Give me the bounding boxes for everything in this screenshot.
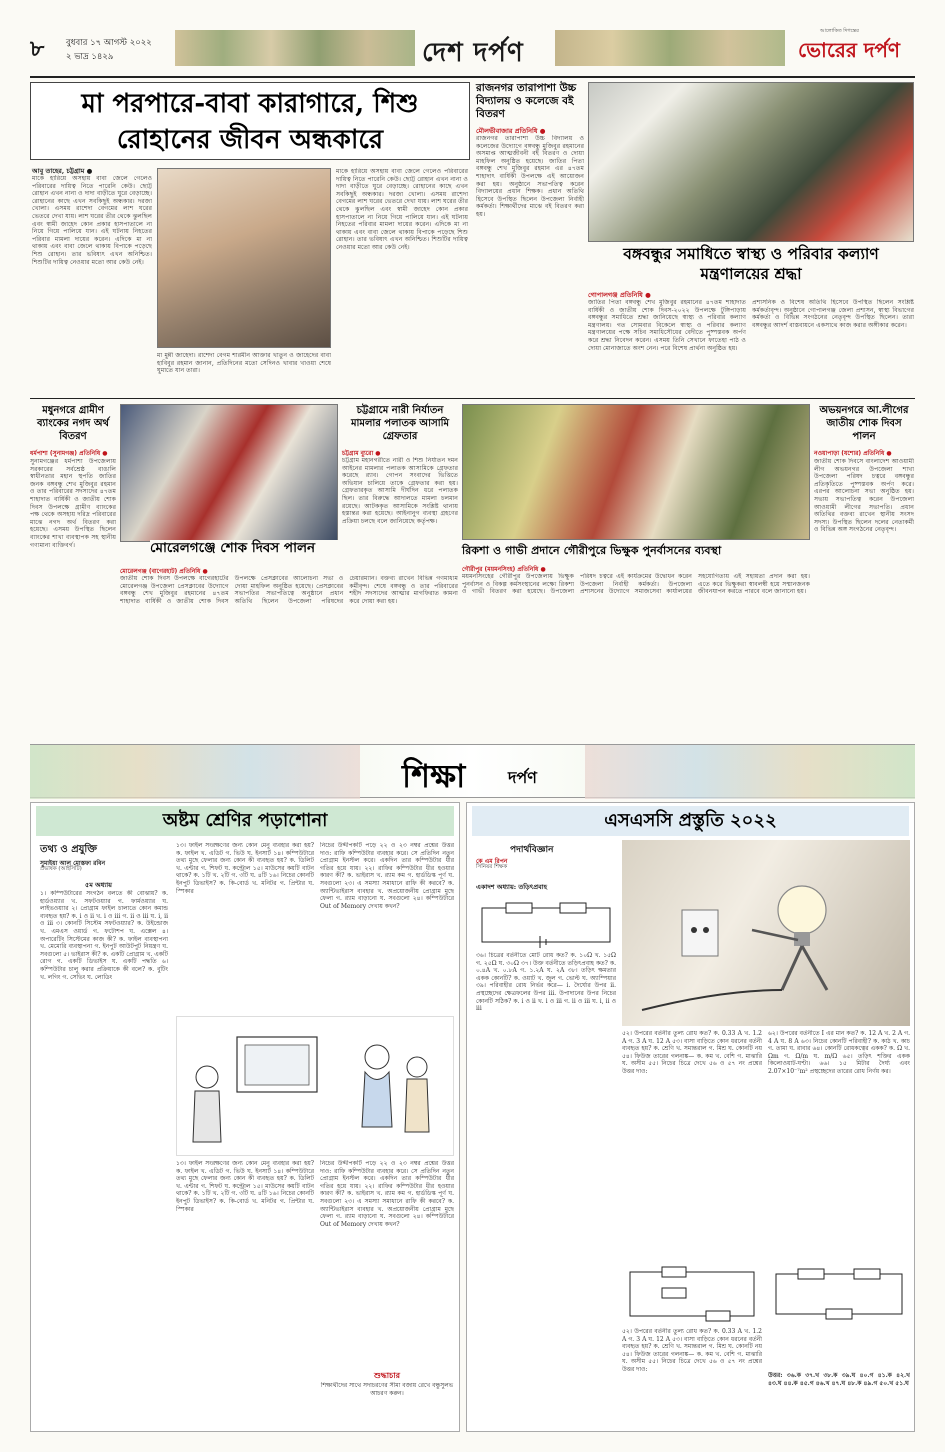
banner-kids-right bbox=[585, 745, 915, 799]
banner-subtitle: দর্পণ bbox=[508, 768, 537, 787]
section-divider-1 bbox=[30, 398, 915, 399]
class8-headline: অষ্টম শ্রেণির পড়াশোনা bbox=[162, 810, 328, 831]
ovoynagar-headline: অভয়নগরে আ.লীগের জাতীয় শোক দিবস পালন bbox=[819, 405, 909, 442]
class8-headline-bar bbox=[36, 806, 454, 836]
rajnagar-body: রাজনগর তারাপাশা উচ্চ বিদ্যালয় ও কলেজের উদ্যোগে বঙ্গবন্ধু মুজিবুর রহমানের অসমাপ্ত আত্মজীবনী বই বিতরণ ও দোয়া মাহফিল অনুষ্ঠিত হয়েছে। জাতির পিতা বঙ্গবন্ধু শেখ মুজিবুর রহমান এর ৪৭তম শাহাদাৎ বার্ষিকী উপলক্ষে এই আয়োজন করা হয়। অনুষ্ঠানে সভাপতিত্ব করেন বিদ্যালয়ের প্রধান শিক্ষক। প্রধান অতিথি হিসেবে উপস্থিত ছিলেন উপজেলা নির্বাহী কর্মকর্তা। শিক্ষার্থীদের মাঝে বই বিতরণ করা হয়। bbox=[476, 135, 584, 218]
classroom-sketch-icon bbox=[177, 1017, 455, 1157]
banner-kids-left bbox=[30, 745, 360, 799]
class8-illustration bbox=[176, 1016, 454, 1156]
lightbulb-robot-icon bbox=[622, 840, 910, 1026]
class8-questions-col3: নিচের উদ্দীপকটি পড়ে ২২ ও ২৩ নম্বর প্রশ্নের উত্তর দাও: রাফি কম্পিউটার ব্যবহার করে। সে প্রতিদিন নতুন প্রোগ্রাম ইনস্টল করে। একদিন তার কম্পিউটার ধীর গতির হয়ে যায়। ২২। রাফির কম্পিউটার ধীর হওয়ার কারণ কী? ক. ভাইরাস খ. র‍্যাম কম গ. হার্ডডিস্ক পূর্ণ ঘ. সবগুলো ২৩। এ সমস্যা সমাধানে রাফি কী করবে? ক. অ্যান্টিভাইরাস ব্যবহার খ. অপ্রয়োজনীয় প্রোগ্রাম মুছে ফেলা গ. র‍্যাম বাড়ানো ঘ. সবগুলো ২৪। কম্পিউটারে Out of Memory দেখায় কখন? bbox=[320, 842, 454, 910]
circuit-diagram-icon bbox=[622, 1264, 762, 1324]
morrelganj-headline: মোরেলগঞ্জে শোক দিবস পালন bbox=[150, 540, 338, 557]
date-line-1: বুধবার ১৭ আগস্ট ২০২২ bbox=[66, 38, 152, 48]
chattogram-body: চট্টগ্রাম মহানগরীতে নারী ও শিশু নির্যাতন দমন আইনের মামলার পলাতক আসামিকে গ্রেফতার করেছে র‍্যাব। গোপন সংবাদের ভিত্তিতে অভিযান চালিয়ে তাকে গ্রেফতার করা হয়। গ্রেফতারকৃত আসামি দীর্ঘদিন ধরে পলাতক ছিল। তার বিরুদ্ধে আদালতে মামলা চলমান রয়েছে। আটককৃত আসামিকে সংশ্লিষ্ট থানায় হস্তান্তর করা হয়েছে। আইনানুগ ব্যবস্থা গ্রহণের প্রক্রিয়া চলছে বলে জানিয়েছে কর্তৃপক্ষ। bbox=[342, 457, 458, 525]
ssc-circuit-3 bbox=[768, 1264, 910, 1324]
ssc-circuit-2 bbox=[622, 1264, 762, 1324]
gouripur-photo bbox=[462, 404, 810, 540]
banner-title: শিক্ষা bbox=[402, 757, 466, 795]
lead-body-col2: মাকে হারিয়ে অসহায় বাবা জেলে গেলেও পরিবারের দায়িত্ব নিতে পারেনি কেউ। ছোট্ট রোহান এখন নানা ও দাদা বাড়ীতে ঘুরে বেড়াচ্ছে। রোহানের কাছে এখন সবকিছুই অন্ধকার। দরজা খোলা। এসময় রাশেদা বেগমের লাশ ঘরের ভেতরে দেখা যায়। লাশ ঘরের তীর থেকে ঝুলছিল এবং স্বামী জাহেদ কোন প্রকার হাসপাতালে না নিয়ে গিয়ে পালিয়ে যান। এই ঘটনায় নিহতের পরিবার মামলা দায়ের করেন। এদিকে মা না থাকায় এবং বাবা জেলে থাকায় বিপাকে পড়েছে শিশু রোহান। তার ভবিষ্যৎ এখন অনিশ্চিত। শিশুটির দায়িত্ব নেওয়ার মতো আর কেউ নেই। bbox=[336, 168, 468, 251]
chattogram-headline: চট্টগ্রামে নারী নির্যাতন মামলার পলাতক আসামি গ্রেফতার bbox=[350, 405, 450, 442]
ministry-byline: গোপালগঞ্জ প্রতিনিধি ● bbox=[588, 291, 651, 299]
ssc-chapter: একাদশ অধ্যায়: তড়িৎপ্রবাহ bbox=[476, 883, 548, 891]
ministry-body-col1: জাতির পিতা বঙ্গবন্ধু শেখ মুজিবুর রহমানের ৪৭তম শাহাদাত বার্ষিকী ও জাতীয় শোক দিবস-২০২২ উপলক্ষে টুঙ্গিপাড়ায় বঙ্গবন্ধুর সমাধিতে শ্রদ্ধা জানিয়েছে স্বাস্থ্য ও পরিবার কল্যাণ মন্ত্রণালয়। গত সোমবার বিকেলে স্বাস্থ্য ও পরিবার কল্যাণ মন্ত্রণালয়ের পক্ষে সচিব সমাধিসৌধের বেদীতে পুষ্পস্তবক অর্পণ করে শ্রদ্ধা নিবেদন করেন। এসময় তিনি সেখানে ফাতেহা পাঠ ও দোয়া মোনাজাতে অংশ নেন। পরে বিশেষ প্রার্থনা অনুষ্ঠিত হয়। bbox=[588, 299, 746, 352]
date-line-2: ২ ভাদ্র ১৪২৯ bbox=[66, 52, 114, 62]
class8-questions-col2: ১৩। ফাইল সংরক্ষণের জন্য কোন মেনু ব্যবহার করা হয়? ক. ফাইল খ. এডিট গ. ভিউ ঘ. ইনসার্ট ১৪। কম্পিউটারে তথ্য মুছে ফেলার জন্য কোন কী ব্যবহৃত হয়? ক. ডিলিট খ. এন্টার গ. শিফট ঘ. কন্ট্রোল ১৫। মাউসের কয়টি বাটন থাকে? ক. ১টি খ. ২টি গ. ৩টি ঘ. ৪টি ১৬। নিচের কোনটি ইনপুট ডিভাইস? ক. কি-বোর্ড খ. মনিটর গ. প্রিন্টার ঘ. স্পিকার bbox=[176, 842, 314, 895]
ssc-questions-col3: ৬২। উপরের বর্তনীতে I এর মান কত? ক. 12 A খ. 2 A গ. 4 A ঘ. 8 A ৬৩। নিচের কোনটি পরিবাহী? ক. কাঠ খ. কাচ গ. তামা ঘ. রাবার ৬৪। কোনটি রোধকত্বের একক? ক. Ω খ. Ωm গ. Ω/m ঘ. m/Ω ৬৫। তড়িৎ শক্তির একক কিলোওয়াট-ঘণ্টা। ৬৬। ১৫ মিটার দৈর্ঘ্য এবং 2.07×10⁻⁷m² প্রস্থচ্ছেদের তারের রোধ নির্ণয় কর। bbox=[768, 1030, 910, 1075]
logo-small: আলোকিত দিগন্তের bbox=[820, 28, 859, 34]
ssc-illustration bbox=[622, 840, 910, 1026]
ssc-author-detail: সিনিয়র শিক্ষক bbox=[476, 864, 508, 870]
class8-questions-col3b: নিচের উদ্দীপকটি পড়ে ২২ ও ২৩ নম্বর প্রশ্নের উত্তর দাও: রাফি কম্পিউটার ব্যবহার করে। সে প্রতিদিন নতুন প্রোগ্রাম ইনস্টল করে। একদিন তার কম্পিউটার ধীর গতির হয়ে যায়। ২২। রাফির কম্পিউটার ধীর হওয়ার কারণ কী? ক. ভাইরাস খ. র‍্যাম কম গ. হার্ডডিস্ক পূর্ণ ঘ. সবগুলো ২৩। এ সমস্যা সমাধানে রাফি কী করবে? ক. অ্যান্টিভাইরাস ব্যবহার খ. অপ্রয়োজনীয় প্রোগ্রাম মুছে ফেলা গ. র‍্যাম বাড়ানো ঘ. সবগুলো ২৪। কম্পিউটারে Out of Memory দেখায় কখন? bbox=[320, 1160, 454, 1228]
morrelganj-byline: মোরেলগঞ্জ (বাগেরহাট) প্রতিনিধি ● bbox=[120, 568, 208, 575]
madhunagar-byline: ধর্মপাশা (সুনামগঞ্জ) প্রতিনিধি ● bbox=[30, 450, 108, 457]
ministry-photo bbox=[588, 82, 914, 242]
morrelganj-body: জাতীয় শোক দিবস উপলক্ষে বাগেরহাটের মোরেলগঞ্জ উপজেলা প্রেসক্লাবের উদ্যোগে বঙ্গবন্ধু শেখ মুজিবুর রহমানের ৪৭তম শাহাদাত বার্ষিকী ও জাতীয় শোক দিবস উপলক্ষে প্রেসক্লাবের আলোচনা সভা ও দোয়া মাহফিল অনুষ্ঠিত হয়েছে। প্রেসক্লাবের সভাপতির সভাপতিত্বে অনুষ্ঠানে প্রধান অতিথি ছিলেন উপজেলা পরিষদের চেয়ারম্যান। বক্তব্য রাখেন বিভিন্ন গণমাধ্যম কর্মীবৃন্দ। শেষে বঙ্গবন্ধু ও তার পরিবারের শহীদ সদস্যদের আত্মার মাগফিরাত কামনা করে দোয়া করা হয়। bbox=[120, 575, 458, 605]
ssc-circuit-1 bbox=[476, 900, 616, 948]
masthead-photo-strip-right bbox=[555, 30, 785, 66]
ssc-author: কে এম রিপন bbox=[476, 858, 508, 865]
circuit-diagram-icon bbox=[768, 1264, 910, 1324]
ovoynagar-body: জাতীয় শোক দিবসে বাংলাদেশ আওয়ামী লীগ অভয়নগর উপজেলা শাখা উপজেলা পরিষদ চত্বরে বঙ্গবন্ধুর প্রতিকৃতিতে পুষ্পস্তবক অর্পণ করে। এরপর আলোচনা সভা অনুষ্ঠিত হয়। সভায় সভাপতিত্ব করেন উপজেলা আওয়ামী লীগের সভাপতি। প্রধান অতিথির বক্তব্য রাখেন স্থানীয় সংসদ সদস্য। উপস্থিত ছিলেন দলের নেতাকর্মী ও বিভিন্ন অঙ্গ সংগঠনের নেতৃবৃন্দ। bbox=[814, 458, 914, 534]
morrelganj-photo bbox=[120, 404, 338, 542]
logo: ভোরের দর্পণ bbox=[798, 38, 900, 62]
lead-body-col1: মাকে হারিয়ে অসহায় বাবা জেলে গেলেও পরিবারের দায়িত্ব নিতে পারেনি কেউ। ছোট্ট রোহান এখন নানা ও দাদা বাড়ীতে ঘুরে বেড়াচ্ছে। রোহানের কাছে এখন সবকিছুই অন্ধকার। দরজা খোলা। এসময় রাশেদা বেগমের লাশ ঘরের ভেতরে দেখা যায়। লাশ ঘরের তীর থেকে ঝুলছিল এবং স্বামী জাহেদ কোন প্রকার হাসপাতালে না নিয়ে গিয়ে পালিয়ে যান। এই ঘটনায় নিহতের পরিবার মামলা দায়ের করেন। এদিকে মা না থাকায় এবং বাবা জেলে থাকায় বিপাকে পড়েছে শিশু রোহান। তার ভবিষ্যৎ এখন অনিশ্চিত। শিশুটির দায়িত্ব নেওয়ার মতো আর কেউ নেই। bbox=[32, 175, 152, 266]
ministry-body-col2: প্রশাসনিক ও বিশেষ অতিথি হিসেবে উপস্থিত ছিলেন সংশ্লিষ্ট কর্মকর্তাবৃন্দ। অনুষ্ঠানে গোপালগঞ্জ জেলা প্রশাসন, স্বাস্থ্য বিভাগের কর্মকর্তা ও বিভিন্ন সংগঠনের নেতৃবৃন্দ উপস্থিত ছিলেন। তারা বঙ্গবন্ধুর আদর্শ বাস্তবায়নে একসাথে কাজ করার অঙ্গীকার করেন। bbox=[752, 299, 914, 329]
rajnagar-headline: রাজনগর তারাপাশা উচ্চ বিদ্যালয় ও কলেজে বই বিতরণ bbox=[476, 82, 577, 120]
class8-questions-col1: ১। কম্পিউটারের সংগঠন বলতে কী বোঝায়? ক. হার্ডওয়্যার খ. সফটওয়্যার গ. ফার্মওয়্যার ঘ. লাইভওয়্যার ২। প্রোগ্রাম ফাইল চালাতে কোন কমান্ড ব্যবহৃত হয়? ক. i ও ii খ. i ও iii গ. ii ও iii ঘ. i, ii ও iii ৩। কোনটি সিস্টেম সফটওয়্যার? ক. উইন্ডোজ খ. এমএস ওয়ার্ড গ. ফটোশপ ঘ. এক্সেল ৪। অপারেটিং সিস্টেমের কাজ কী? ক. ফাইল ব্যবস্থাপনা খ. মেমোরি ব্যবস্থাপনা গ. ইনপুট আউটপুট নিয়ন্ত্রণ ঘ. সবগুলো ৫। ভাইরাস কী? ক. একটি প্রোগ্রাম খ. একটি রোগ গ. একটি ডিভাইস ঘ. একটি পদ্ধতি ৬। কম্পিউটার চালু করার প্রক্রিয়াকে কী বলে? ক. বুটিং খ. লগিং গ. সেভিং ঘ. লোডিং bbox=[40, 890, 168, 981]
class8-author-detail: প্রভাষক (আইসিটি) bbox=[40, 866, 82, 872]
ministry-headline: বঙ্গবন্ধুর সমাধিতে স্বাস্থ্য ও পরিবার কল্যাণ মন্ত্রণালয়ের শ্রদ্ধা bbox=[623, 244, 879, 283]
gouripur-headline: রিকশা ও গাভী প্রদানে গৌরীপুরে ভিক্ষুক পুনর্বাসনের ব্যবস্থা bbox=[462, 543, 722, 557]
ssc-answers: উত্তর: ৩৬.ক ৩৭.খ ৩৮.ক ৩৯.ঘ ৪০.গ ৪১.ক ৪২.খ ৪৩.ঘ ৪৪.ক ৪৫.গ ৪৬.খ ৪৭.ঘ ৪৮.ক ৪৯.গ ৫০.খ ৫১.ঘ bbox=[768, 1372, 910, 1387]
ssc-questions-col1: ৩৬। চিত্রের বর্তনীতে মোট রোধ কত? ক. ১০Ω খ. ১৫Ω গ. ২৫Ω ঘ. ৩০Ω ৩৭। উক্ত বর্তনীতে তড়িৎপ্রবাহ কত? ক. ০.৪A খ. ০.৮A গ. ১.২A ঘ. ২A ৩৮। তড়িৎ ক্ষমতার একক কোনটি? ক. ওয়াট খ. জুল গ. ভোল্ট ঘ. অ্যাম্পিয়ার ৩৯। পরিবাহীর রোধ নির্ভর করে— i. দৈর্ঘ্যের উপর ii. প্রস্থচ্ছেদের ক্ষেত্রফলের উপর iii. উপাদানের উপর নিচের কোনটি সঠিক? ক. i ও ii খ. i ও iii গ. ii ও iii ঘ. i, ii ও iii bbox=[476, 952, 616, 1013]
page-number: ৮ bbox=[30, 37, 45, 62]
section-title: দেশ দর্পণ bbox=[422, 38, 524, 68]
madhunagar-body: সুনামগঞ্জের ধর্মপাশা উপজেলায় সরকারের সর্বশ্রেষ্ঠ বাঙালি স্বাধীনতার মহান স্থপতি জাতির জনক বঙ্গবন্ধু শেখ মুজিবুর রহমান ও তার পরিবারের সদস্যদের ৪৭তম শাহাদাত বার্ষিকী ও জাতীয় শোক দিবস উপলক্ষে গ্রামীণ ব্যাংকের পক্ষ থেকে অসহায় দরিদ্র পরিবারের মাঝে নগদ অর্থ বিতরণ করা হয়েছে। এসময় উপস্থিত ছিলেন ব্যাংকের শাখা ব্যবস্থাপক সহ স্থানীয় গণ্যমান্য ব্যক্তিবর্গ। bbox=[30, 458, 116, 549]
ssc-questions-col2: ৫২। উপরের বর্তনীর তুল্য রোধ কত? ক. 0.33 A খ. 1.2 A গ. 3 A ঘ. 12 A ৫৩। বাসা বাড়িতে কোন ধরনের বর্তনী ব্যবহৃত হয়? ক. শ্রেণি খ. সমান্তরাল গ. মিশ্র ঘ. কোনটি নয় ৫৪। ফিউজ তারের গলনাঙ্ক— ক. কম খ. বেশি গ. মাঝারি ঘ. অসীম ৫৫। নিচের চিত্রে দেখে ৫৬ ও ৫৭ নং প্রশ্নের উত্তর দাও: bbox=[622, 1030, 762, 1075]
gouripur-byline: গৌরীপুর (ময়মনসিংহ) প্রতিনিধি ● bbox=[462, 566, 546, 573]
ovoynagar-byline: নওয়াপাড়া (যশোর) প্রতিনিধি ● bbox=[814, 450, 892, 457]
masthead-divider bbox=[30, 76, 915, 78]
class8-answers-note: শিক্ষার্থীদের সাথে সদাচরণের সীমা বজায় রেখে বন্ধুসুলভ আচরণ করুন। bbox=[320, 1382, 454, 1397]
class8-questions-col2b: ১৩। ফাইল সংরক্ষণের জন্য কোন মেনু ব্যবহার করা হয়? ক. ফাইল খ. এডিট গ. ভিউ ঘ. ইনসার্ট ১৪। কম্পিউটারে তথ্য মুছে ফেলার জন্য কোন কী ব্যবহৃত হয়? ক. ডিলিট খ. এন্টার গ. শিফট ঘ. কন্ট্রোল ১৫। মাউসের কয়টি বাটন থাকে? ক. ১টি খ. ২টি গ. ৩টি ঘ. ৪টি ১৬। নিচের কোনটি ইনপুট ডিভাইস? ক. কি-বোর্ড খ. মনিটর গ. প্রিন্টার ঘ. স্পিকার bbox=[176, 1160, 314, 1213]
ssc-questions-col2b: ৫২। উপরের বর্তনীর তুল্য রোধ কত? ক. 0.33 A খ. 1.2 A গ. 3 A ঘ. 12 A ৫৩। বাসা বাড়িতে কোন ধরনের বর্তনী ব্যবহৃত হয়? ক. শ্রেণি খ. সমান্তরাল গ. মিশ্র ঘ. কোনটি নয় ৫৪। ফিউজ তারের গলনাঙ্ক— ক. কম খ. বেশি গ. মাঝারি ঘ. অসীম ৫৫। নিচের চিত্রে দেখে ৫৬ ও ৫৭ নং প্রশ্নের উত্তর দাও: bbox=[622, 1328, 762, 1373]
class8-subject: তথ্য ও প্রযুক্তি bbox=[40, 844, 98, 855]
education-banner bbox=[30, 744, 915, 798]
lead-photo bbox=[157, 168, 331, 348]
class8-answers-title: শুদ্ধাচার bbox=[373, 1370, 401, 1380]
lead-photo-caption: মা মুন্নী জাহেদা। রাশেদা বেগম শারমীন আক্তার খাতুন ও জাহেদের বাবা হাবিবুর রহমান জানান, প্রতিদিনের মতো সেদিনও খাবার খাওয়া শেষে ঘুমাতে যান তারা। bbox=[157, 352, 331, 375]
masthead-photo-strip-left bbox=[175, 30, 415, 66]
ssc-subject: পদার্থবিজ্ঞান bbox=[510, 845, 554, 855]
chattogram-byline: চট্টগ্রাম ব্যুরো ● bbox=[342, 450, 381, 457]
class8-author: সুমাইয়া আল মোস্তফা রবিন bbox=[40, 860, 106, 867]
ssc-headline: এসএসসি প্রস্তুতি ২০২২ bbox=[604, 810, 777, 831]
rajnagar-byline: মৌলভীবাজার প্রতিনিধি ● bbox=[476, 127, 546, 135]
gouripur-body: ময়মনসিংহের গৌরীপুর উপজেলায় ভিক্ষুক পুনর্বাসন ও বিকল্প কর্মসংস্থানের লক্ষ্যে রিকশা ও গাভী বিতরণ করা হয়েছে। উপজেলা পরিষদ চত্বরে এই কার্যক্রমের উদ্বোধন করেন উপজেলা নির্বাহী কর্মকর্তা। উপজেলা প্রশাসনের উদ্যোগে সমাজসেবা কার্যালয়ের সহযোগিতায় এই সহায়তা প্রদান করা হয়। এতে করে ভিক্ষুকরা স্বাবলম্বী হয়ে সম্মানজনক জীবনযাপন করতে পারবে বলে জানানো হয়। bbox=[462, 573, 810, 596]
ssc-headline-bar bbox=[472, 806, 909, 836]
circuit-diagram-icon bbox=[476, 900, 616, 948]
lead-byline: আবু তাহের, চট্টগ্রাম ● bbox=[32, 167, 93, 175]
class8-chapter: ৫ম অধ্যায় bbox=[85, 881, 112, 889]
lead-headline-box bbox=[30, 82, 470, 160]
lead-headline: মা পরপারে-বাবা কারাগারে, শিশু রোহানের জীবন অন্ধকারে bbox=[81, 89, 419, 155]
masthead bbox=[30, 28, 915, 76]
madhunagar-headline: মধুনগরে গ্রামীণ ব্যাংকের নগদ অর্থ বিতরণ bbox=[36, 405, 110, 442]
